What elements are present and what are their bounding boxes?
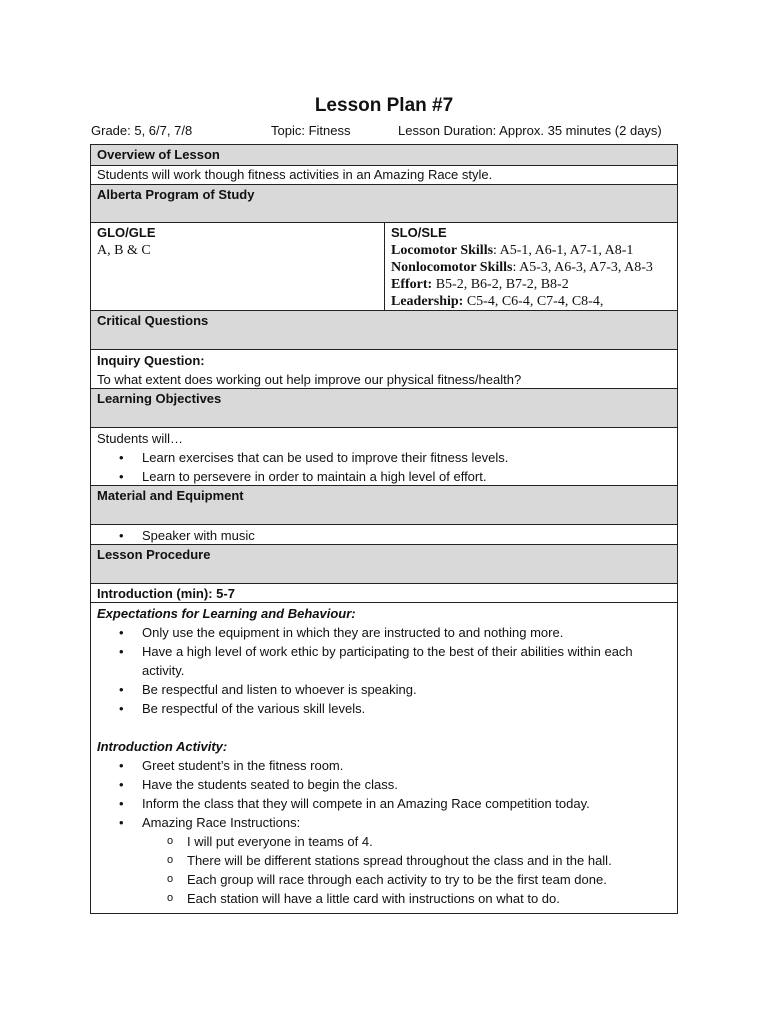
introduction-header: Introduction (min): 5-7: [91, 584, 677, 603]
expectations-heading: Expectations for Learning and Behaviour:: [97, 606, 356, 621]
materials-cell: [91, 525, 677, 545]
slo-value: : A5-1, A6-1, A7-1, A8-1: [493, 243, 634, 258]
slo-label: Leadership:: [391, 294, 464, 309]
list-item: • Have a high level of work ethic by participating to the best of their abilities within each activity.: [97, 642, 671, 680]
overview-text: Students will work though fitness activities in an Amazing Race style.: [91, 166, 677, 185]
program-header: Alberta Program of Study: [91, 185, 677, 223]
slo-label: Effort:: [391, 277, 433, 292]
glo-text: A, B & C: [97, 243, 151, 258]
objectives-cell: [91, 428, 677, 486]
slo-label: Nonlocomotor Skills: [391, 260, 513, 275]
sub-list-item: o There will be different stations spread throughout the class and in the hall.: [97, 851, 671, 870]
sub-list-item: o Each station will have a little card with instructions on what to do.: [97, 889, 671, 908]
list-item: • Have the students seated to begin the class.: [97, 775, 671, 794]
slo-line: [391, 293, 671, 310]
topic-label: Topic: Fitness: [271, 123, 351, 138]
list-item: • Speaker with music: [97, 526, 671, 545]
list-item: • Amazing Race Instructions:: [97, 813, 671, 832]
grade-label: Grade: 5, 6/7, 7/8: [91, 123, 193, 138]
overview-header: Overview of Lesson: [91, 145, 677, 166]
spacer: [97, 718, 671, 737]
outcomes-row: [91, 223, 677, 311]
slo-label: Locomotor Skills: [391, 243, 494, 258]
objectives-intro: Students will…: [97, 431, 183, 446]
expectations-list: [97, 623, 671, 718]
list-item: • Be respectful and listen to whoever is speaking.: [97, 680, 671, 699]
slo-line: [391, 242, 671, 259]
introduction-cell: [91, 603, 677, 913]
slo-value: B5-2, B6-2, B7-2, B8-2: [432, 277, 569, 292]
slo-cell: [385, 223, 677, 310]
inquiry-heading: Inquiry Question:: [97, 353, 205, 368]
slo-line: [391, 276, 671, 293]
slo-line: [391, 259, 671, 276]
list-item: • Only use the equipment in which they are instructed to and nothing more.: [97, 623, 671, 642]
lesson-plan-table: [90, 144, 678, 914]
slo-value: : A5-3, A6-3, A7-3, A8-3: [512, 260, 653, 275]
list-item: • Learn to persevere in order to maintain a high level of effort.: [97, 467, 671, 486]
objectives-header: Learning Objectives: [91, 389, 677, 428]
objectives-list: [97, 448, 671, 486]
slo-heading: SLO/SLE: [391, 225, 447, 240]
sub-list-item: o I will put everyone in teams of 4.: [97, 832, 671, 851]
slo-value: C5-4, C6-4, C7-4, C8-4,: [463, 294, 604, 309]
materials-header: Material and Equipment: [91, 486, 677, 525]
duration-label: Lesson Duration: Approx. 35 minutes (2 days): [398, 123, 662, 138]
list-item: • Greet student’s in the fitness room.: [97, 756, 671, 775]
glo-cell: [91, 223, 385, 310]
sub-list-item: o Each group will race through each activity to try to be the first team done.: [97, 870, 671, 889]
inquiry-cell: [91, 350, 677, 389]
page-title: Lesson Plan #7: [314, 95, 454, 116]
list-item: • Be respectful of the various skill levels.: [97, 699, 671, 718]
list-item: • Learn exercises that can be used to improve their fitness levels.: [97, 448, 671, 467]
glo-heading: GLO/GLE: [97, 225, 156, 240]
procedure-header: Lesson Procedure: [91, 545, 677, 584]
materials-list: [97, 526, 671, 545]
activity-list: [97, 756, 671, 908]
activity-heading: Introduction Activity:: [97, 739, 228, 754]
critical-questions-header: Critical Questions: [91, 311, 677, 350]
inquiry-text: To what extent does working out help improve our physical fitness/health?: [97, 372, 522, 387]
list-item: • Inform the class that they will compete in an Amazing Race competition today.: [97, 794, 671, 813]
